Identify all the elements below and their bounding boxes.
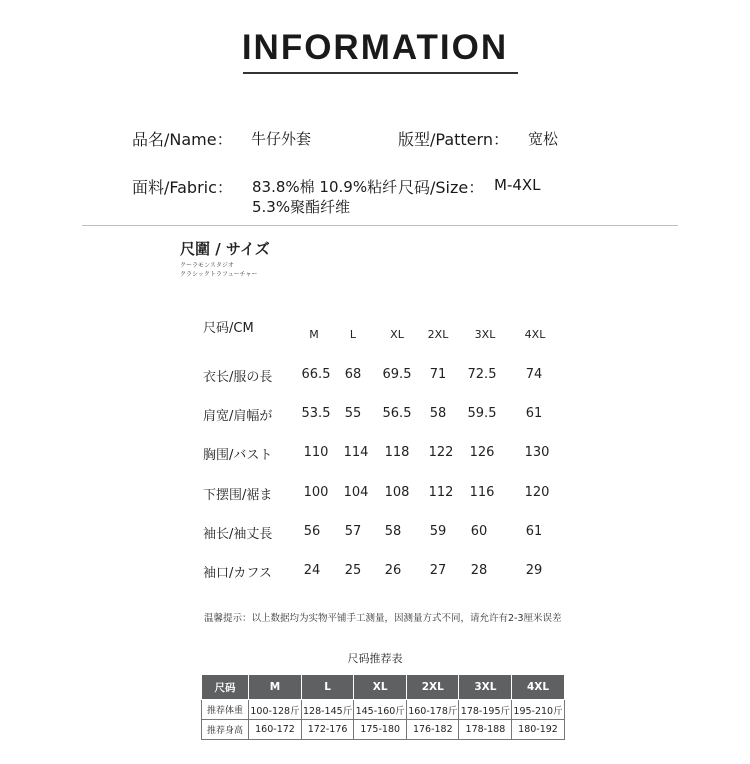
table-cell: 24 [303, 563, 321, 578]
title-underline [243, 72, 518, 74]
recommend-header: 尺码 [202, 675, 249, 700]
recommend-title: 尺码推荐表 [347, 652, 403, 665]
fabric-value-line1: 83.8%棉 10.9%粘纤 [252, 178, 398, 196]
table-cell: 130 [524, 445, 550, 460]
table-cell: 58 [429, 406, 447, 421]
table-cell: 108 [384, 485, 410, 500]
recommend-row-label: 推荐身高 [202, 720, 249, 740]
table-cell: 57 [344, 524, 362, 539]
table-cell: 58 [384, 524, 402, 539]
table-cell: 104 [343, 485, 369, 500]
table-cell: 160-178斤 [407, 700, 459, 720]
table-cell: 128-145斤 [302, 700, 354, 720]
table-cell: 59 [429, 524, 447, 539]
size-section-subtitle-1: クーラモンスタジオ [180, 262, 234, 269]
table-cell: 60 [470, 524, 488, 539]
table-cell: 61 [525, 524, 543, 539]
size-section-title: 尺圍 / サイズ [180, 240, 270, 258]
table-cell: 68 [344, 367, 362, 382]
recommend-header: XL [354, 675, 407, 700]
recommend-header-row [202, 675, 565, 700]
pattern-label: 版型/Pattern： [398, 130, 509, 149]
table-cell: 126 [469, 445, 495, 460]
table-cell: 120 [524, 485, 550, 500]
size-section-subtitle-2: クラシックトラフューチャー [180, 271, 258, 278]
table-cell: 122 [428, 445, 454, 460]
size-label: 尺码/Size： [398, 178, 485, 197]
table-cell: 178-188 [459, 720, 512, 740]
table-cell: 100-128斤 [249, 700, 302, 720]
recommend-table [201, 674, 565, 740]
size-table-corner: 尺码/CM [203, 321, 254, 336]
page-title: INFORMATION [241, 28, 509, 67]
table-cell: 29 [525, 563, 543, 578]
recommend-header: L [302, 675, 354, 700]
table-row [202, 700, 565, 720]
col-header: 3XL [474, 328, 496, 341]
table-cell: 69.5 [382, 367, 412, 382]
row-label: 衣长/服の長 [203, 370, 273, 385]
table-cell: 28 [470, 563, 488, 578]
table-cell: 118 [384, 445, 410, 460]
table-cell: 53.5 [301, 406, 331, 421]
table-cell: 116 [469, 485, 495, 500]
table-cell: 27 [429, 563, 447, 578]
section-divider [82, 225, 678, 226]
table-cell: 110 [303, 445, 329, 460]
col-header: L [349, 328, 357, 341]
fabric-value-line2: 5.3%聚酯纤维 [252, 198, 351, 216]
recommend-header: 3XL [459, 675, 512, 700]
table-cell: 55 [344, 406, 362, 421]
row-label: 袖口/カフス [203, 566, 272, 581]
measurement-note: 温馨提示：以上数据均为实物平铺手工测量，因测量方式不同，请允许有2-3厘米误差 [204, 613, 562, 624]
col-header: 2XL [427, 328, 449, 341]
col-header: M [309, 328, 319, 341]
table-cell: 74 [525, 367, 543, 382]
table-cell: 172-176 [302, 720, 354, 740]
fabric-label: 面料/Fabric： [132, 178, 233, 197]
row-label: 胸围/バスト [203, 448, 273, 463]
row-label: 肩宽/肩幅が [203, 409, 273, 424]
table-cell: 71 [429, 367, 447, 382]
table-cell: 56.5 [382, 406, 412, 421]
table-cell: 100 [303, 485, 329, 500]
size-value: M-4XL [494, 176, 541, 194]
table-cell: 114 [343, 445, 369, 460]
recommend-row-label: 推荐体重 [202, 700, 249, 720]
table-cell: 145-160斤 [354, 700, 407, 720]
table-row [202, 720, 565, 740]
table-cell: 56 [303, 524, 321, 539]
row-label: 袖长/袖丈長 [203, 527, 273, 542]
table-cell: 25 [344, 563, 362, 578]
table-cell: 72.5 [467, 367, 497, 382]
table-cell: 61 [525, 406, 543, 421]
col-header: 4XL [524, 328, 546, 341]
name-value: 牛仔外套 [251, 130, 312, 148]
table-cell: 195-210斤 [512, 700, 564, 720]
table-cell: 176-182 [407, 720, 459, 740]
table-cell: 66.5 [301, 367, 331, 382]
table-cell: 175-180 [354, 720, 407, 740]
pattern-value: 宽松 [528, 130, 559, 148]
table-cell: 180-192 [512, 720, 564, 740]
table-cell: 178-195斤 [459, 700, 512, 720]
recommend-header: 4XL [512, 675, 564, 700]
table-cell: 160-172 [249, 720, 302, 740]
recommend-header: M [249, 675, 302, 700]
table-cell: 26 [384, 563, 402, 578]
recommend-header: 2XL [407, 675, 459, 700]
table-cell: 112 [428, 485, 454, 500]
row-label: 下摆围/裾ま [203, 488, 273, 503]
name-label: 品名/Name： [132, 130, 233, 149]
col-header: XL [390, 328, 404, 341]
table-cell: 59.5 [467, 406, 497, 421]
